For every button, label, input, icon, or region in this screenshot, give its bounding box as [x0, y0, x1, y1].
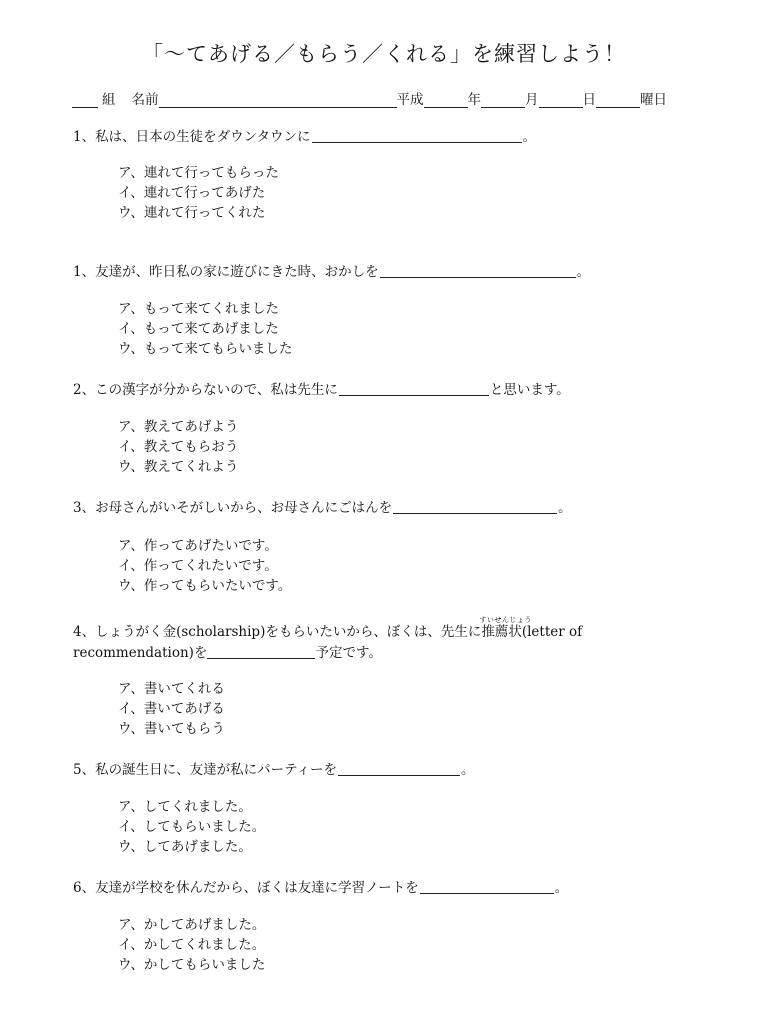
option-a[interactable]: ア、教えてあげよう [118, 419, 239, 435]
option-a[interactable]: ア、書いてくれる [118, 681, 225, 697]
question-text-end: 。 [461, 762, 475, 778]
answer-options [118, 163, 618, 223]
option-u[interactable]: ウ、かしてもらいました [118, 957, 266, 973]
answer-blank[interactable] [380, 262, 576, 278]
option-i[interactable]: イ、してもらいました。 [118, 819, 266, 835]
question-text-end: 。 [554, 880, 569, 896]
option-a[interactable]: ア、してくれました。 [118, 799, 252, 815]
furigana: すいせんじょう [479, 616, 532, 624]
question-text: 、この漢字が分からないので、私は先生に [81, 382, 338, 398]
month-blank[interactable] [481, 92, 525, 108]
weekday-blank[interactable] [596, 92, 640, 108]
answer-options [118, 299, 618, 359]
option-i[interactable]: イ、教えてもらおう [118, 439, 239, 455]
question [73, 127, 703, 147]
question-text: 、私は、日本の生徒をダウンタウンに [81, 129, 311, 145]
answer-blank[interactable] [338, 760, 460, 776]
question-number: 1 [73, 264, 82, 280]
question-text-line2: recommendation)を [73, 645, 208, 661]
question [73, 878, 703, 898]
answer-options [118, 417, 618, 477]
answer-options [118, 536, 618, 596]
option-u[interactable]: ウ、してあげました。 [118, 839, 252, 855]
question-text-end: 。 [522, 129, 537, 145]
day-blank[interactable] [539, 92, 583, 108]
question-number: 6 [73, 880, 82, 896]
question [73, 616, 703, 642]
question-text: 、友達が、昨日私の家に遊びにきた時、おかしを [81, 264, 379, 280]
option-i[interactable]: イ、連れて行ってあげた [118, 185, 266, 201]
class-blank[interactable] [72, 92, 98, 108]
question-number: 5 [73, 762, 82, 778]
option-u[interactable]: ウ、書いてもらう [118, 721, 225, 737]
kanji: 推薦状 [481, 624, 522, 640]
answer-blank[interactable] [420, 878, 554, 894]
question-number: 2 [73, 382, 82, 398]
answer-blank[interactable] [207, 643, 315, 659]
question-text-end: 。 [576, 264, 591, 280]
month-label: 月 [525, 92, 539, 108]
question-text-end: 予定です。 [315, 645, 382, 661]
question-line-2 [73, 643, 382, 663]
option-i[interactable]: イ、もって来てあげました [118, 321, 279, 337]
answer-blank[interactable] [312, 127, 522, 143]
student-info-row [72, 88, 702, 108]
option-a[interactable]: ア、もって来てくれました [118, 301, 279, 317]
answer-options [118, 915, 618, 975]
question [73, 498, 703, 518]
kanji-with-furigana [479, 616, 532, 642]
option-i[interactable]: イ、作ってくれたいです。 [118, 558, 278, 574]
question-number: 3 [73, 500, 82, 516]
question-text: 、友達が学校を休んだから、ぼくは友達に学習ノートを [81, 880, 419, 896]
class-label: 組 [102, 92, 116, 108]
question-number: 1 [73, 129, 82, 145]
question [73, 760, 703, 780]
question-text: 、私の誕生日に、友達が私にパーティーを [81, 762, 338, 778]
answer-options [118, 679, 618, 739]
option-i[interactable]: イ、書いてあげる [118, 701, 225, 717]
option-a[interactable]: ア、作ってあげたいです。 [118, 538, 278, 554]
question-text: 、しょうがく金(scholarship)をもらいたいから、ぼくは、先生に [81, 624, 482, 640]
option-a[interactable]: ア、連れて行ってもらった [118, 165, 279, 181]
answer-blank[interactable] [339, 380, 489, 396]
era-label: 平成 [396, 92, 424, 108]
option-a[interactable]: ア、かしてあげました。 [118, 917, 266, 933]
option-u[interactable]: ウ、連れて行ってくれた [118, 205, 266, 221]
weekday-label: 曜日 [640, 92, 667, 108]
question-text: 、お母さんがいそがしいから、お母さんにごはんを [81, 500, 393, 516]
answer-options [118, 797, 618, 857]
name-blank[interactable] [159, 92, 397, 108]
year-label: 年 [467, 92, 481, 108]
day-label: 日 [582, 92, 596, 108]
question-text-continued: (letter of [521, 624, 583, 640]
answer-blank[interactable] [393, 498, 557, 514]
year-blank[interactable] [424, 92, 468, 108]
option-u[interactable]: ウ、もって来てもらいました [118, 341, 293, 357]
question [73, 262, 703, 282]
question-text-end: 。 [558, 500, 572, 516]
question [73, 380, 703, 400]
name-label: 名前 [131, 92, 159, 108]
option-u[interactable]: ウ、作ってもらいたいです。 [118, 578, 292, 594]
option-i[interactable]: イ、かしてくれました。 [118, 937, 266, 953]
question-number: 4 [73, 624, 82, 640]
option-u[interactable]: ウ、教えてくれよう [118, 459, 239, 475]
question-text-end: と思います。 [489, 382, 570, 398]
page-title: 「〜てあげる／もらう／くれる」を練習しよう！ [142, 42, 626, 66]
